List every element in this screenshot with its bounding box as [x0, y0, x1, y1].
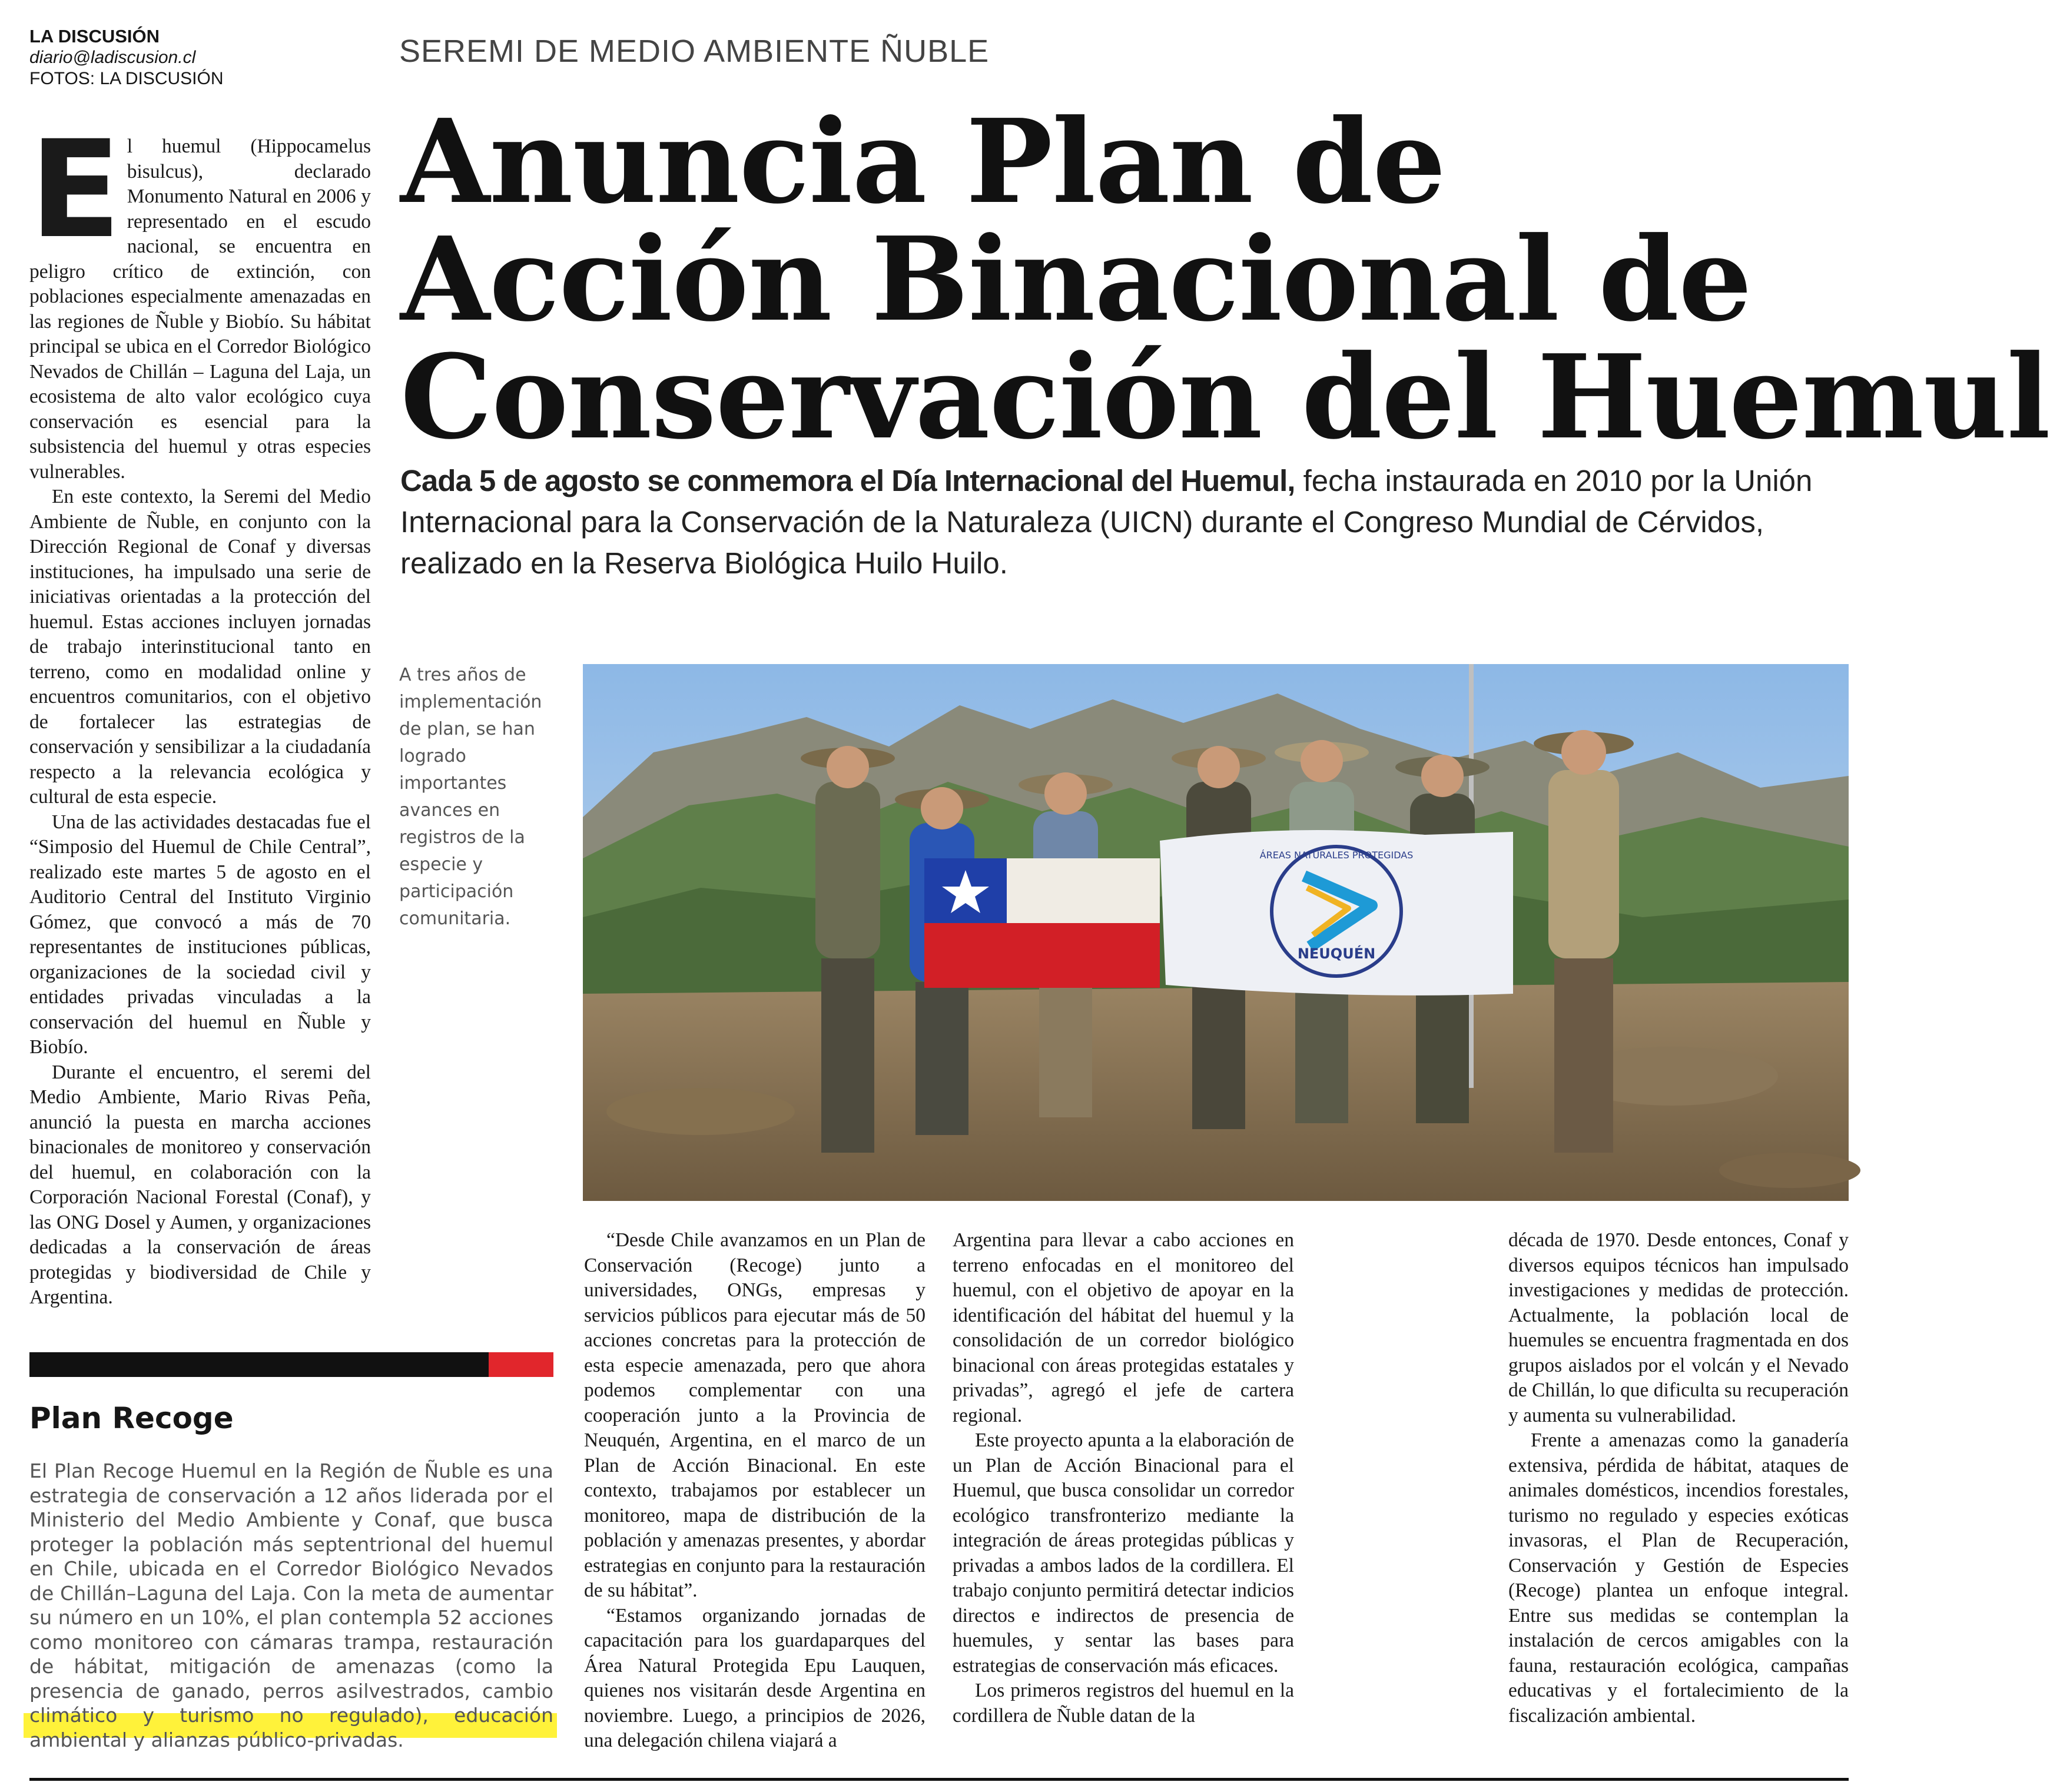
- publication-name: LA DISCUSIÓN: [29, 26, 160, 47]
- paragraph-5: “Desde Chile avanzamos en un Plan de Conservación (Recoge) junto a universidades, ONGs, empresas y servicios públicos para ejecutar más de 50 acciones concretas para la protección de esta especie amenazada, pero que ahora podemos complementar con una cooperación junto a la Provincia de Neuquén, Argentina, en el marco de un Plan de Acción Binacional. En este contexto, trabajamos por establecer un monitoreo, mapa de distribución de la población y amenazas presentes, y abordar estrategias en conjunto para la restauración de su hábitat”.: [584, 1229, 926, 1601]
- paragraph-7: Argentina para llevar a cabo acciones en terreno enfocadas en el monitoreo del huemul, con el objetivo de apoyar en la identificación del hábitat del huemul y la consolidación de un corredor biológico binacional con áreas protegidas estatales y privadas”, agregó el jefe de cartera regional.: [953, 1229, 1294, 1426]
- bottom-rule: [29, 1778, 1849, 1781]
- paragraph-1-text: l huemul (Hippocamelus bisulcus), declarado Monumento Natural en 2006 y representado en el escudo nacional, se encuentra en peligro crítico de extinción, con poblaciones especialmente amenazadas en las regiones de Ñuble y Biobío. Su hábitat principal se ubica en el Corredor Biológico Nevados de Chillán – Laguna del Laja, un ecosistema de alto valor ecológico cuya conservación es esencial para la subsistencia del huemul y otras especies vulnerables.: [29, 135, 371, 483]
- sidebar-rule-black: [29, 1352, 489, 1377]
- body-column-3: [953, 1228, 1294, 1728]
- paragraph-9: Los primeros registros del huemul en la cordillera de Ñuble datan de la: [953, 1680, 1294, 1727]
- drop-cap: E: [29, 111, 121, 268]
- contact-email: diario@ladiscusion.cl: [29, 48, 196, 67]
- paragraph-3: Una de las actividades destacadas fue el “Simposio del Huemul de Chile Central”, realizado este martes 5 de agosto en el Auditorio Central del Instituto Virginio Gómez, que convocó a más de 70 representantes de instituciones públicas, organizaciones de la sociedad civil y entidades privadas vinculadas a la conservación del huemul en Ñuble y Biobío.: [29, 811, 371, 1058]
- section-label: SEREMI DE MEDIO AMBIENTE ÑUBLE: [399, 34, 990, 69]
- paragraph-11: Frente a amenazas como la ganadería extensiva, pérdida de hábitat, ataques de animales domésticos, incendios forestales, turismo no regulado y especies exóticas invasoras, el Plan de Recuperación, Conservación y Gestión de Especies (Recoge) plantea un enfoque integral. Entre sus medidas se contemplan la instalación de cercos amigables con la fauna, restauración ecológica, campañas educativas y el fortalecimiento de la fiscalización ambiental.: [1508, 1429, 1849, 1727]
- paragraph-intro: [29, 111, 371, 484]
- photo-illustration: [583, 664, 1849, 1201]
- deck-bold: Cada 5 de agosto se conmemora el Día Internacional del Huemul,: [400, 464, 1295, 497]
- body-column-4: [1508, 1228, 1849, 1728]
- paragraph-6: “Estamos organizando jornadas de capacitación para los guardaparques del Área Natural Protegida Epu Lauquen, quienes nos visitarán desde Argentina en noviembre. Luego, a principios de 2026, una delegación chilena viajará a: [584, 1604, 926, 1751]
- paragraph-8: Este proyecto apunta a la elaboración de un Plan de Acción Binacional para el Huemul, que busca consolidar un corredor ecológico transfronterizo mediante la integración de áreas protegidas públicas y privadas a ambos lados de la cordillera. El trabajo conjunto permitirá detectar indicios directos e indirectos de presencia de huemules, y sentar las bases para estrategias de conservación más eficaces.: [953, 1429, 1294, 1677]
- photo-caption: A tres años de implementación de plan, se han logrado importantes avances en registros de la especie y participación comunitaria.: [399, 665, 542, 929]
- body-column-2: [584, 1228, 926, 1754]
- flag-emblem-arc: ÁREAS NATURALES PROTEGIDAS: [1259, 849, 1414, 861]
- headline-line-2: Acción Binacional de: [400, 212, 1752, 347]
- sidebar-text: El Plan Recoge Huemul en la Región de Ñuble es una estrategia de conservación a 12 años liderada por el Ministerio del Medio Ambiente y Conaf, que busca proteger la población más septentrional del huemul en Chile, ubicada en el Corredor Biológico Nevados de Chillán–Laguna del Laja. Con la meta de aumentar su número en un 10%, el plan contempla 52 acciones como monitoreo con cámaras trampa, restauración de hábitat, mitigación de amenazas (como la presencia de ganado, perros asilvestrados, cambio climático y turismo no regulado), educación ambiental y alianzas público-privadas.: [29, 1459, 553, 1751]
- headline-line-1: Anuncia Plan de: [400, 94, 1445, 230]
- main-photo: [583, 664, 1849, 1201]
- sidebar-rule-red: [489, 1352, 553, 1377]
- deck-rest: fecha instaurada en 2010 por la Unión Internacional para la Conservación de la Naturaleza (UICN) durante el Congreso Mundial de Cérvidos, realizado en la Reserva Biológica Huilo Huilo.: [400, 464, 1813, 580]
- headline-line-3: Conservación del Huemul: [400, 330, 2050, 465]
- flag-emblem-name: NEUQUÉN: [1297, 945, 1376, 962]
- byline: [29, 26, 224, 89]
- paragraph-4: Durante el encuentro, el seremi del Medio Ambiente, Mario Rivas Peña, anunció la puesta en marcha acciones binacionales de monitoreo y conservación del huemul, en colaboración con la Corporación Nacional Forestal (Conaf), y las ONG Dosel y Aumen, y organizaciones dedicadas a la conservación de áreas protegidas y biodiversidad de Chile y Argentina.: [29, 1061, 371, 1308]
- photo-credit: FOTOS: LA DISCUSIÓN: [29, 69, 224, 88]
- body-column-1: [29, 111, 371, 1310]
- chile-flag: [924, 858, 1160, 988]
- sidebar-title: Plan Recoge: [29, 1401, 234, 1435]
- headline: [400, 94, 2050, 465]
- paragraph-2: En este contexto, la Seremi del Medio Ambiente de Ñuble, en conjunto con la Dirección Regional de Conaf y diversas instituciones, ha impulsado una serie de iniciativas orientadas a la protección del huemul. Estas acciones incluyen jornadas de trabajo interinstitucional tanto en terreno, como en modalidad online y encuentros comunitarios, con el objetivo de fortalecer las estrategias de conservación y sensibilizar a la ciudadanía respecto a la relevancia ecológica y cultural de esta especie.: [29, 486, 371, 808]
- deck: [400, 460, 1855, 584]
- neuquen-flag: [1160, 830, 1513, 995]
- paragraph-10: década de 1970. Desde entonces, Conaf y diversos equipos técnicos han impulsado investigaciones y medidas de protección. Actualmente, la población local de huemules se encuentra fragmentada en dos grupos aislados por el volcán y el Nevado de Chillán, lo que dificulta su recuperación y aumenta su vulnerabilidad.: [1508, 1229, 1849, 1426]
